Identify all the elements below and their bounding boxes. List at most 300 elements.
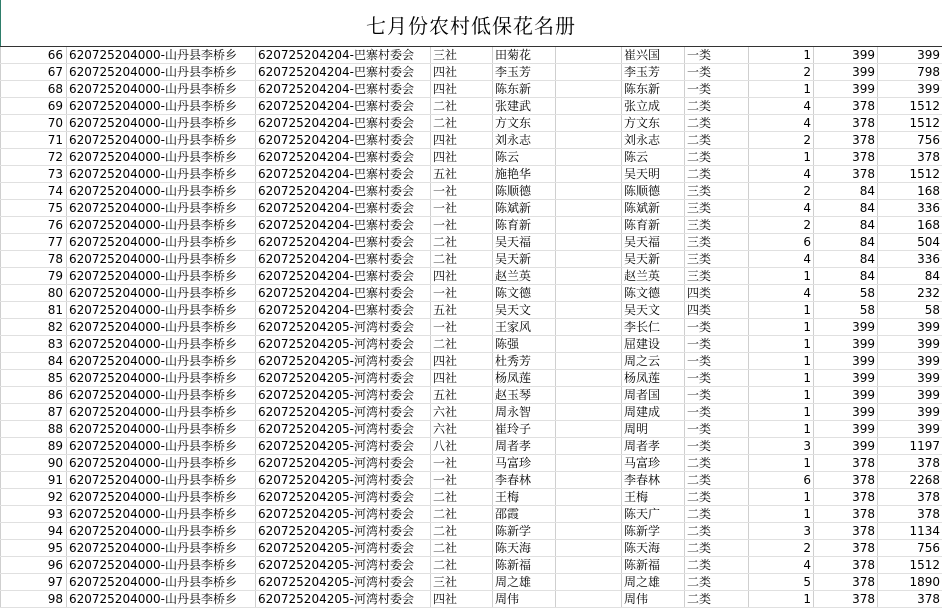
row-index[interactable]: 90 bbox=[1, 455, 67, 472]
township-cell[interactable]: 620725204000-山丹县李桥乡 bbox=[67, 404, 256, 421]
blank-cell[interactable] bbox=[556, 591, 622, 608]
row-index[interactable]: 73 bbox=[1, 166, 67, 183]
village-cell[interactable]: 620725204205-河湾村委会 bbox=[256, 574, 431, 591]
village-cell[interactable]: 620725204204-巴寨村委会 bbox=[256, 251, 431, 268]
recipient-name-cell[interactable]: 杨凤莲 bbox=[493, 370, 556, 387]
amount-cell[interactable]: 168 bbox=[878, 183, 942, 200]
row-index[interactable]: 71 bbox=[1, 132, 67, 149]
member-count-cell[interactable]: 3 bbox=[749, 523, 814, 540]
group-cell[interactable]: 二社 bbox=[431, 251, 493, 268]
recipient-name-cell[interactable]: 王梅 bbox=[493, 489, 556, 506]
household-head-cell[interactable]: 陈天海 bbox=[622, 540, 685, 557]
category-cell[interactable]: 二类 bbox=[685, 557, 749, 574]
township-cell[interactable]: 620725204000-山丹县李桥乡 bbox=[67, 557, 256, 574]
township-cell[interactable]: 620725204000-山丹县李桥乡 bbox=[67, 421, 256, 438]
recipient-name-cell[interactable]: 陈顺德 bbox=[493, 183, 556, 200]
recipient-name-cell[interactable]: 李玉芳 bbox=[493, 64, 556, 81]
category-cell[interactable]: 二类 bbox=[685, 540, 749, 557]
category-cell[interactable]: 二类 bbox=[685, 523, 749, 540]
category-cell[interactable]: 四类 bbox=[685, 302, 749, 319]
blank-cell[interactable] bbox=[556, 421, 622, 438]
member-count-cell[interactable]: 1 bbox=[749, 370, 814, 387]
village-cell[interactable]: 620725204204-巴寨村委会 bbox=[256, 200, 431, 217]
amount-cell[interactable]: 84 bbox=[878, 268, 942, 285]
member-count-cell[interactable]: 4 bbox=[749, 285, 814, 302]
category-cell[interactable]: 四类 bbox=[685, 285, 749, 302]
row-index[interactable]: 97 bbox=[1, 574, 67, 591]
recipient-name-cell[interactable]: 马富珍 bbox=[493, 455, 556, 472]
household-head-cell[interactable]: 马富珍 bbox=[622, 455, 685, 472]
household-head-cell[interactable]: 李春林 bbox=[622, 472, 685, 489]
recipient-name-cell[interactable]: 陈强 bbox=[493, 336, 556, 353]
household-head-cell[interactable]: 王梅 bbox=[622, 489, 685, 506]
amount-cell[interactable]: 378 bbox=[878, 489, 942, 506]
township-cell[interactable]: 620725204000-山丹县李桥乡 bbox=[67, 302, 256, 319]
township-cell[interactable]: 620725204000-山丹县李桥乡 bbox=[67, 438, 256, 455]
township-cell[interactable]: 620725204000-山丹县李桥乡 bbox=[67, 47, 256, 64]
amount-cell[interactable]: 1890 bbox=[878, 574, 942, 591]
household-head-cell[interactable]: 吴天明 bbox=[622, 166, 685, 183]
village-cell[interactable]: 620725204205-河湾村委会 bbox=[256, 506, 431, 523]
blank-cell[interactable] bbox=[556, 387, 622, 404]
standard-cell[interactable]: 58 bbox=[814, 302, 878, 319]
standard-cell[interactable]: 399 bbox=[814, 47, 878, 64]
row-index[interactable]: 93 bbox=[1, 506, 67, 523]
category-cell[interactable]: 三类 bbox=[685, 183, 749, 200]
amount-cell[interactable]: 756 bbox=[878, 540, 942, 557]
blank-cell[interactable] bbox=[556, 200, 622, 217]
group-cell[interactable]: 三社 bbox=[431, 47, 493, 64]
row-index[interactable]: 95 bbox=[1, 540, 67, 557]
member-count-cell[interactable]: 1 bbox=[749, 336, 814, 353]
member-count-cell[interactable]: 2 bbox=[749, 217, 814, 234]
household-head-cell[interactable]: 吴天福 bbox=[622, 234, 685, 251]
recipient-name-cell[interactable]: 赵玉琴 bbox=[493, 387, 556, 404]
member-count-cell[interactable]: 1 bbox=[749, 404, 814, 421]
recipient-name-cell[interactable]: 吴天福 bbox=[493, 234, 556, 251]
category-cell[interactable]: 一类 bbox=[685, 64, 749, 81]
amount-cell[interactable]: 2268 bbox=[878, 472, 942, 489]
household-head-cell[interactable]: 陈云 bbox=[622, 149, 685, 166]
member-count-cell[interactable]: 6 bbox=[749, 472, 814, 489]
township-cell[interactable]: 620725204000-山丹县李桥乡 bbox=[67, 234, 256, 251]
blank-cell[interactable] bbox=[556, 506, 622, 523]
recipient-name-cell[interactable]: 王家风 bbox=[493, 319, 556, 336]
member-count-cell[interactable]: 1 bbox=[749, 302, 814, 319]
household-head-cell[interactable]: 张立成 bbox=[622, 98, 685, 115]
township-cell[interactable]: 620725204000-山丹县李桥乡 bbox=[67, 472, 256, 489]
township-cell[interactable]: 620725204000-山丹县李桥乡 bbox=[67, 251, 256, 268]
group-cell[interactable]: 五社 bbox=[431, 387, 493, 404]
recipient-name-cell[interactable]: 陈天海 bbox=[493, 540, 556, 557]
village-cell[interactable]: 620725204205-河湾村委会 bbox=[256, 438, 431, 455]
standard-cell[interactable]: 399 bbox=[814, 438, 878, 455]
category-cell[interactable]: 一类 bbox=[685, 47, 749, 64]
category-cell[interactable]: 一类 bbox=[685, 370, 749, 387]
blank-cell[interactable] bbox=[556, 302, 622, 319]
recipient-name-cell[interactable]: 周之雄 bbox=[493, 574, 556, 591]
row-index[interactable]: 66 bbox=[1, 47, 67, 64]
amount-cell[interactable]: 1512 bbox=[878, 557, 942, 574]
standard-cell[interactable]: 399 bbox=[814, 421, 878, 438]
household-head-cell[interactable]: 陈东新 bbox=[622, 81, 685, 98]
village-cell[interactable]: 620725204205-河湾村委会 bbox=[256, 421, 431, 438]
village-cell[interactable]: 620725204204-巴寨村委会 bbox=[256, 234, 431, 251]
household-head-cell[interactable]: 陈新福 bbox=[622, 557, 685, 574]
member-count-cell[interactable]: 1 bbox=[749, 268, 814, 285]
village-cell[interactable]: 620725204205-河湾村委会 bbox=[256, 489, 431, 506]
household-head-cell[interactable]: 吴天文 bbox=[622, 302, 685, 319]
row-index[interactable]: 80 bbox=[1, 285, 67, 302]
household-head-cell[interactable]: 周者孝 bbox=[622, 438, 685, 455]
village-cell[interactable]: 620725204205-河湾村委会 bbox=[256, 455, 431, 472]
blank-cell[interactable] bbox=[556, 557, 622, 574]
township-cell[interactable]: 620725204000-山丹县李桥乡 bbox=[67, 336, 256, 353]
group-cell[interactable]: 一社 bbox=[431, 472, 493, 489]
recipient-name-cell[interactable]: 方文东 bbox=[493, 115, 556, 132]
category-cell[interactable]: 一类 bbox=[685, 421, 749, 438]
recipient-name-cell[interactable]: 周永智 bbox=[493, 404, 556, 421]
amount-cell[interactable]: 504 bbox=[878, 234, 942, 251]
group-cell[interactable]: 六社 bbox=[431, 404, 493, 421]
standard-cell[interactable]: 399 bbox=[814, 404, 878, 421]
group-cell[interactable]: 三社 bbox=[431, 574, 493, 591]
recipient-name-cell[interactable]: 张建武 bbox=[493, 98, 556, 115]
township-cell[interactable]: 620725204000-山丹县李桥乡 bbox=[67, 183, 256, 200]
member-count-cell[interactable]: 3 bbox=[749, 438, 814, 455]
blank-cell[interactable] bbox=[556, 217, 622, 234]
township-cell[interactable]: 620725204000-山丹县李桥乡 bbox=[67, 64, 256, 81]
amount-cell[interactable]: 399 bbox=[878, 336, 942, 353]
group-cell[interactable]: 二社 bbox=[431, 115, 493, 132]
household-head-cell[interactable]: 周明 bbox=[622, 421, 685, 438]
category-cell[interactable]: 一类 bbox=[685, 353, 749, 370]
blank-cell[interactable] bbox=[556, 285, 622, 302]
village-cell[interactable]: 620725204204-巴寨村委会 bbox=[256, 183, 431, 200]
standard-cell[interactable]: 378 bbox=[814, 574, 878, 591]
row-index[interactable]: 72 bbox=[1, 149, 67, 166]
standard-cell[interactable]: 378 bbox=[814, 591, 878, 608]
village-cell[interactable]: 620725204204-巴寨村委会 bbox=[256, 166, 431, 183]
amount-cell[interactable]: 336 bbox=[878, 251, 942, 268]
group-cell[interactable]: 一社 bbox=[431, 183, 493, 200]
member-count-cell[interactable]: 1 bbox=[749, 353, 814, 370]
recipient-name-cell[interactable]: 周伟 bbox=[493, 591, 556, 608]
household-head-cell[interactable]: 周伟 bbox=[622, 591, 685, 608]
township-cell[interactable]: 620725204000-山丹县李桥乡 bbox=[67, 574, 256, 591]
group-cell[interactable]: 五社 bbox=[431, 302, 493, 319]
row-index[interactable]: 84 bbox=[1, 353, 67, 370]
standard-cell[interactable]: 84 bbox=[814, 217, 878, 234]
category-cell[interactable]: 二类 bbox=[685, 166, 749, 183]
group-cell[interactable]: 一社 bbox=[431, 217, 493, 234]
blank-cell[interactable] bbox=[556, 268, 622, 285]
member-count-cell[interactable]: 4 bbox=[749, 115, 814, 132]
household-head-cell[interactable]: 屈建设 bbox=[622, 336, 685, 353]
household-head-cell[interactable]: 李玉芳 bbox=[622, 64, 685, 81]
row-index[interactable]: 96 bbox=[1, 557, 67, 574]
category-cell[interactable]: 二类 bbox=[685, 98, 749, 115]
row-index[interactable]: 78 bbox=[1, 251, 67, 268]
row-index[interactable]: 68 bbox=[1, 81, 67, 98]
row-index[interactable]: 79 bbox=[1, 268, 67, 285]
amount-cell[interactable]: 1512 bbox=[878, 166, 942, 183]
category-cell[interactable]: 一类 bbox=[685, 319, 749, 336]
township-cell[interactable]: 620725204000-山丹县李桥乡 bbox=[67, 523, 256, 540]
group-cell[interactable]: 二社 bbox=[431, 557, 493, 574]
standard-cell[interactable]: 399 bbox=[814, 336, 878, 353]
blank-cell[interactable] bbox=[556, 234, 622, 251]
group-cell[interactable]: 四社 bbox=[431, 81, 493, 98]
blank-cell[interactable] bbox=[556, 98, 622, 115]
amount-cell[interactable]: 1512 bbox=[878, 98, 942, 115]
category-cell[interactable]: 一类 bbox=[685, 81, 749, 98]
member-count-cell[interactable]: 4 bbox=[749, 251, 814, 268]
row-index[interactable]: 87 bbox=[1, 404, 67, 421]
blank-cell[interactable] bbox=[556, 183, 622, 200]
group-cell[interactable]: 八社 bbox=[431, 438, 493, 455]
category-cell[interactable]: 二类 bbox=[685, 115, 749, 132]
household-head-cell[interactable]: 陈育新 bbox=[622, 217, 685, 234]
member-count-cell[interactable]: 1 bbox=[749, 319, 814, 336]
category-cell[interactable]: 三类 bbox=[685, 217, 749, 234]
village-cell[interactable]: 620725204204-巴寨村委会 bbox=[256, 64, 431, 81]
group-cell[interactable]: 五社 bbox=[431, 166, 493, 183]
group-cell[interactable]: 四社 bbox=[431, 353, 493, 370]
village-cell[interactable]: 620725204205-河湾村委会 bbox=[256, 540, 431, 557]
township-cell[interactable]: 620725204000-山丹县李桥乡 bbox=[67, 98, 256, 115]
row-index[interactable]: 91 bbox=[1, 472, 67, 489]
member-count-cell[interactable]: 1 bbox=[749, 455, 814, 472]
amount-cell[interactable]: 399 bbox=[878, 421, 942, 438]
recipient-name-cell[interactable]: 施艳华 bbox=[493, 166, 556, 183]
group-cell[interactable]: 一社 bbox=[431, 200, 493, 217]
village-cell[interactable]: 620725204204-巴寨村委会 bbox=[256, 302, 431, 319]
amount-cell[interactable]: 798 bbox=[878, 64, 942, 81]
group-cell[interactable]: 一社 bbox=[431, 455, 493, 472]
household-head-cell[interactable]: 杨凤莲 bbox=[622, 370, 685, 387]
village-cell[interactable]: 620725204205-河湾村委会 bbox=[256, 319, 431, 336]
household-head-cell[interactable]: 周之雄 bbox=[622, 574, 685, 591]
amount-cell[interactable]: 378 bbox=[878, 149, 942, 166]
group-cell[interactable]: 一社 bbox=[431, 285, 493, 302]
blank-cell[interactable] bbox=[556, 574, 622, 591]
category-cell[interactable]: 二类 bbox=[685, 574, 749, 591]
standard-cell[interactable]: 84 bbox=[814, 200, 878, 217]
township-cell[interactable]: 620725204000-山丹县李桥乡 bbox=[67, 166, 256, 183]
row-index[interactable]: 76 bbox=[1, 217, 67, 234]
row-index[interactable]: 74 bbox=[1, 183, 67, 200]
township-cell[interactable]: 620725204000-山丹县李桥乡 bbox=[67, 115, 256, 132]
blank-cell[interactable] bbox=[556, 370, 622, 387]
village-cell[interactable]: 620725204204-巴寨村委会 bbox=[256, 268, 431, 285]
village-cell[interactable]: 620725204205-河湾村委会 bbox=[256, 472, 431, 489]
amount-cell[interactable]: 1134 bbox=[878, 523, 942, 540]
village-cell[interactable]: 620725204205-河湾村委会 bbox=[256, 370, 431, 387]
standard-cell[interactable]: 378 bbox=[814, 472, 878, 489]
group-cell[interactable]: 四社 bbox=[431, 149, 493, 166]
standard-cell[interactable]: 378 bbox=[814, 166, 878, 183]
township-cell[interactable]: 620725204000-山丹县李桥乡 bbox=[67, 285, 256, 302]
category-cell[interactable]: 二类 bbox=[685, 132, 749, 149]
member-count-cell[interactable]: 2 bbox=[749, 64, 814, 81]
member-count-cell[interactable]: 4 bbox=[749, 557, 814, 574]
member-count-cell[interactable]: 1 bbox=[749, 489, 814, 506]
standard-cell[interactable]: 378 bbox=[814, 557, 878, 574]
standard-cell[interactable]: 378 bbox=[814, 149, 878, 166]
member-count-cell[interactable]: 1 bbox=[749, 421, 814, 438]
amount-cell[interactable]: 378 bbox=[878, 591, 942, 608]
blank-cell[interactable] bbox=[556, 319, 622, 336]
recipient-name-cell[interactable]: 李春林 bbox=[493, 472, 556, 489]
village-cell[interactable]: 620725204204-巴寨村委会 bbox=[256, 149, 431, 166]
blank-cell[interactable] bbox=[556, 251, 622, 268]
member-count-cell[interactable]: 1 bbox=[749, 506, 814, 523]
recipient-name-cell[interactable]: 吴天文 bbox=[493, 302, 556, 319]
blank-cell[interactable] bbox=[556, 336, 622, 353]
household-head-cell[interactable]: 陈新学 bbox=[622, 523, 685, 540]
member-count-cell[interactable]: 4 bbox=[749, 98, 814, 115]
standard-cell[interactable]: 399 bbox=[814, 64, 878, 81]
amount-cell[interactable]: 336 bbox=[878, 200, 942, 217]
household-head-cell[interactable]: 吴天新 bbox=[622, 251, 685, 268]
category-cell[interactable]: 二类 bbox=[685, 149, 749, 166]
category-cell[interactable]: 三类 bbox=[685, 268, 749, 285]
blank-cell[interactable] bbox=[556, 438, 622, 455]
recipient-name-cell[interactable]: 邵霞 bbox=[493, 506, 556, 523]
group-cell[interactable]: 四社 bbox=[431, 370, 493, 387]
standard-cell[interactable]: 378 bbox=[814, 98, 878, 115]
category-cell[interactable]: 一类 bbox=[685, 404, 749, 421]
recipient-name-cell[interactable]: 崔玲子 bbox=[493, 421, 556, 438]
member-count-cell[interactable]: 6 bbox=[749, 234, 814, 251]
household-head-cell[interactable]: 陈天广 bbox=[622, 506, 685, 523]
blank-cell[interactable] bbox=[556, 115, 622, 132]
township-cell[interactable]: 620725204000-山丹县李桥乡 bbox=[67, 268, 256, 285]
blank-cell[interactable] bbox=[556, 523, 622, 540]
standard-cell[interactable]: 399 bbox=[814, 387, 878, 404]
blank-cell[interactable] bbox=[556, 489, 622, 506]
standard-cell[interactable]: 378 bbox=[814, 132, 878, 149]
standard-cell[interactable]: 84 bbox=[814, 251, 878, 268]
category-cell[interactable]: 三类 bbox=[685, 251, 749, 268]
member-count-cell[interactable]: 1 bbox=[749, 81, 814, 98]
standard-cell[interactable]: 84 bbox=[814, 268, 878, 285]
household-head-cell[interactable]: 周之云 bbox=[622, 353, 685, 370]
standard-cell[interactable]: 399 bbox=[814, 353, 878, 370]
group-cell[interactable]: 二社 bbox=[431, 336, 493, 353]
blank-cell[interactable] bbox=[556, 64, 622, 81]
blank-cell[interactable] bbox=[556, 132, 622, 149]
row-index[interactable]: 75 bbox=[1, 200, 67, 217]
amount-cell[interactable]: 58 bbox=[878, 302, 942, 319]
standard-cell[interactable]: 378 bbox=[814, 489, 878, 506]
village-cell[interactable]: 620725204204-巴寨村委会 bbox=[256, 47, 431, 64]
member-count-cell[interactable]: 1 bbox=[749, 591, 814, 608]
household-head-cell[interactable]: 赵兰英 bbox=[622, 268, 685, 285]
recipient-name-cell[interactable]: 吴天新 bbox=[493, 251, 556, 268]
row-index[interactable]: 98 bbox=[1, 591, 67, 608]
amount-cell[interactable]: 399 bbox=[878, 353, 942, 370]
blank-cell[interactable] bbox=[556, 166, 622, 183]
village-cell[interactable]: 620725204205-河湾村委会 bbox=[256, 591, 431, 608]
household-head-cell[interactable]: 崔兴国 bbox=[622, 47, 685, 64]
household-head-cell[interactable]: 刘永志 bbox=[622, 132, 685, 149]
standard-cell[interactable]: 399 bbox=[814, 81, 878, 98]
township-cell[interactable]: 620725204000-山丹县李桥乡 bbox=[67, 540, 256, 557]
group-cell[interactable]: 六社 bbox=[431, 421, 493, 438]
group-cell[interactable]: 二社 bbox=[431, 234, 493, 251]
category-cell[interactable]: 一类 bbox=[685, 438, 749, 455]
row-index[interactable]: 82 bbox=[1, 319, 67, 336]
recipient-name-cell[interactable]: 陈东新 bbox=[493, 81, 556, 98]
recipient-name-cell[interactable]: 陈文德 bbox=[493, 285, 556, 302]
village-cell[interactable]: 620725204204-巴寨村委会 bbox=[256, 98, 431, 115]
group-cell[interactable]: 二社 bbox=[431, 489, 493, 506]
row-index[interactable]: 67 bbox=[1, 64, 67, 81]
recipient-name-cell[interactable]: 陈新福 bbox=[493, 557, 556, 574]
recipient-name-cell[interactable]: 陈育新 bbox=[493, 217, 556, 234]
township-cell[interactable]: 620725204000-山丹县李桥乡 bbox=[67, 370, 256, 387]
group-cell[interactable]: 一社 bbox=[431, 319, 493, 336]
amount-cell[interactable]: 168 bbox=[878, 217, 942, 234]
township-cell[interactable]: 620725204000-山丹县李桥乡 bbox=[67, 506, 256, 523]
amount-cell[interactable]: 399 bbox=[878, 404, 942, 421]
blank-cell[interactable] bbox=[556, 472, 622, 489]
blank-cell[interactable] bbox=[556, 540, 622, 557]
village-cell[interactable]: 620725204204-巴寨村委会 bbox=[256, 81, 431, 98]
standard-cell[interactable]: 399 bbox=[814, 319, 878, 336]
category-cell[interactable]: 二类 bbox=[685, 489, 749, 506]
standard-cell[interactable]: 84 bbox=[814, 183, 878, 200]
standard-cell[interactable]: 84 bbox=[814, 234, 878, 251]
member-count-cell[interactable]: 2 bbox=[749, 183, 814, 200]
recipient-name-cell[interactable]: 陈云 bbox=[493, 149, 556, 166]
group-cell[interactable]: 四社 bbox=[431, 268, 493, 285]
category-cell[interactable]: 一类 bbox=[685, 336, 749, 353]
row-index[interactable]: 70 bbox=[1, 115, 67, 132]
village-cell[interactable]: 620725204204-巴寨村委会 bbox=[256, 115, 431, 132]
recipient-name-cell[interactable]: 陈新学 bbox=[493, 523, 556, 540]
group-cell[interactable]: 二社 bbox=[431, 506, 493, 523]
group-cell[interactable]: 四社 bbox=[431, 591, 493, 608]
amount-cell[interactable]: 399 bbox=[878, 370, 942, 387]
row-index[interactable]: 85 bbox=[1, 370, 67, 387]
standard-cell[interactable]: 378 bbox=[814, 506, 878, 523]
recipient-name-cell[interactable]: 陈斌新 bbox=[493, 200, 556, 217]
blank-cell[interactable] bbox=[556, 353, 622, 370]
township-cell[interactable]: 620725204000-山丹县李桥乡 bbox=[67, 217, 256, 234]
blank-cell[interactable] bbox=[556, 455, 622, 472]
member-count-cell[interactable]: 1 bbox=[749, 47, 814, 64]
category-cell[interactable]: 二类 bbox=[685, 472, 749, 489]
member-count-cell[interactable]: 1 bbox=[749, 387, 814, 404]
blank-cell[interactable] bbox=[556, 47, 622, 64]
household-head-cell[interactable]: 陈斌新 bbox=[622, 200, 685, 217]
category-cell[interactable]: 三类 bbox=[685, 200, 749, 217]
amount-cell[interactable]: 1197 bbox=[878, 438, 942, 455]
standard-cell[interactable]: 58 bbox=[814, 285, 878, 302]
amount-cell[interactable]: 756 bbox=[878, 132, 942, 149]
member-count-cell[interactable]: 5 bbox=[749, 574, 814, 591]
township-cell[interactable]: 620725204000-山丹县李桥乡 bbox=[67, 81, 256, 98]
row-index[interactable]: 69 bbox=[1, 98, 67, 115]
household-head-cell[interactable]: 周建成 bbox=[622, 404, 685, 421]
member-count-cell[interactable]: 1 bbox=[749, 149, 814, 166]
household-head-cell[interactable]: 陈顺德 bbox=[622, 183, 685, 200]
township-cell[interactable]: 620725204000-山丹县李桥乡 bbox=[67, 489, 256, 506]
village-cell[interactable]: 620725204205-河湾村委会 bbox=[256, 523, 431, 540]
